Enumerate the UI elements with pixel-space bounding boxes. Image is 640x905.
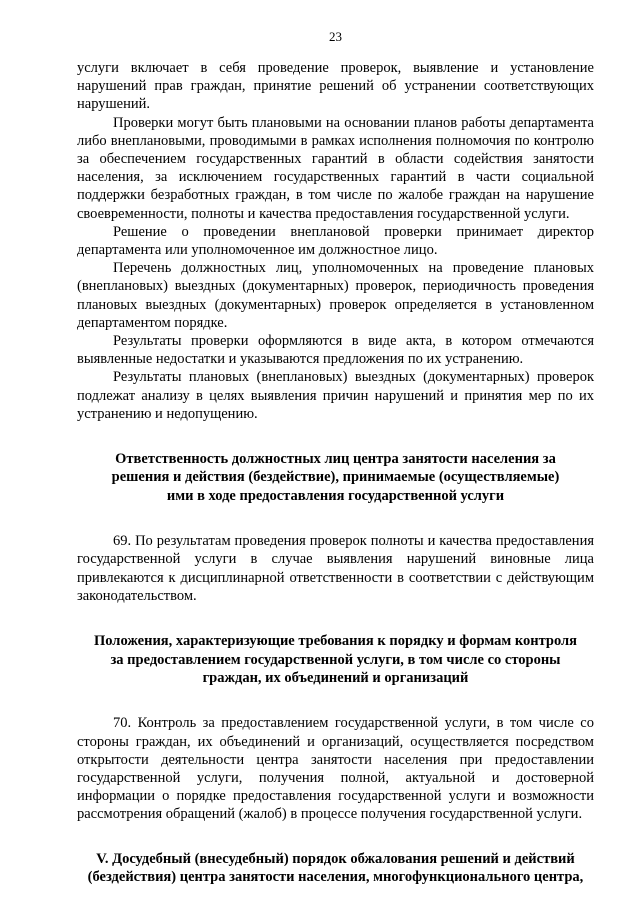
- paragraph-officials-list: Перечень должностных лиц, уполномоченных на проведение плановых (внеплановых) выездных (документарных) проверок, периодичность проведения плановых выездных (документарных) проверок определяется в установленном департаментом порядке.: [77, 260, 594, 331]
- paragraph-inspection-results: Результаты проверки оформляются в виде акта, в котором отмечаются выявленные недостатки и указываются предложения по их устранению.: [77, 333, 594, 368]
- heading-line: граждан, их объединений и организаций: [202, 669, 469, 686]
- heading-line: Ответственность должностных лиц центра занятости населения за: [115, 451, 556, 468]
- paragraph-69: 69. По результатам проведения проверок полноты и качества предоставления государственной услуги в случае выявления нарушений виновные лица привлекаются к дисциплинарной ответственности в соответствии с действующим законодательством.: [77, 533, 594, 604]
- paragraph-unscheduled-decision: Решение о проведении внеплановой проверки принимает директор департамента или уполномоченное им должностное лицо.: [77, 223, 594, 259]
- section-heading-responsibility: [77, 450, 594, 505]
- heading-line: Положения, характеризующие требования к порядку и формам контроля: [93, 633, 578, 650]
- heading-line: (бездействия) центра занятости населения, многофункционального центра,: [87, 868, 584, 885]
- paragraph-70: 70. Контроль за предоставлением государственной услуги, в том числе со стороны граждан, их объединений и организаций, осуществляется посредством открытости деятельности центра занятости населения при предоставлении государственной услуги, получения полной, актуальной и достоверной информации о порядке предоставления государственной услуги и возможности рассмотрения обращений (жалоб) в процессе получения государственной услуги.: [77, 715, 594, 823]
- page-number: 23: [329, 29, 342, 44]
- paragraph-results-analysis: Результаты плановых (внеплановых) выездных (документарных) проверок подлежат анализу в целях выявления причин нарушений и принятия мер по их устранению и недопущению.: [77, 369, 594, 422]
- heading-line: V. Досудебный (внесудебный) порядок обжалования решений и действий: [96, 850, 575, 867]
- heading-line: ими в ходе предоставления государственной услуги: [166, 487, 505, 504]
- heading-line: решения и действия (бездействие), принимаемые (осуществляемые): [111, 469, 560, 486]
- paragraph-inspections: Проверки могут быть плановыми на основании планов работы департамента либо внеплановыми, проводимыми в рамках исполнения полномочия по контролю за обеспечением государственных гарантий в области содействия занятости населения, за исключением государственных гарантий в части социальной поддержки безработных граждан, в том числе по жалобе граждан на нарушение своевременности, полноты и качества предоставления государственной услуги.: [77, 114, 594, 222]
- heading-line: за предоставлением государственной услуги, в том числе со стороны: [110, 651, 561, 668]
- section-heading-appeal: [77, 850, 594, 887]
- paragraph-continuation: услуги включает в себя проведение проверок, выявление и установление нарушений прав граждан, принятие решений об устранении соответствующих нарушений.: [77, 60, 594, 113]
- section-heading-control-requirements: [77, 632, 594, 687]
